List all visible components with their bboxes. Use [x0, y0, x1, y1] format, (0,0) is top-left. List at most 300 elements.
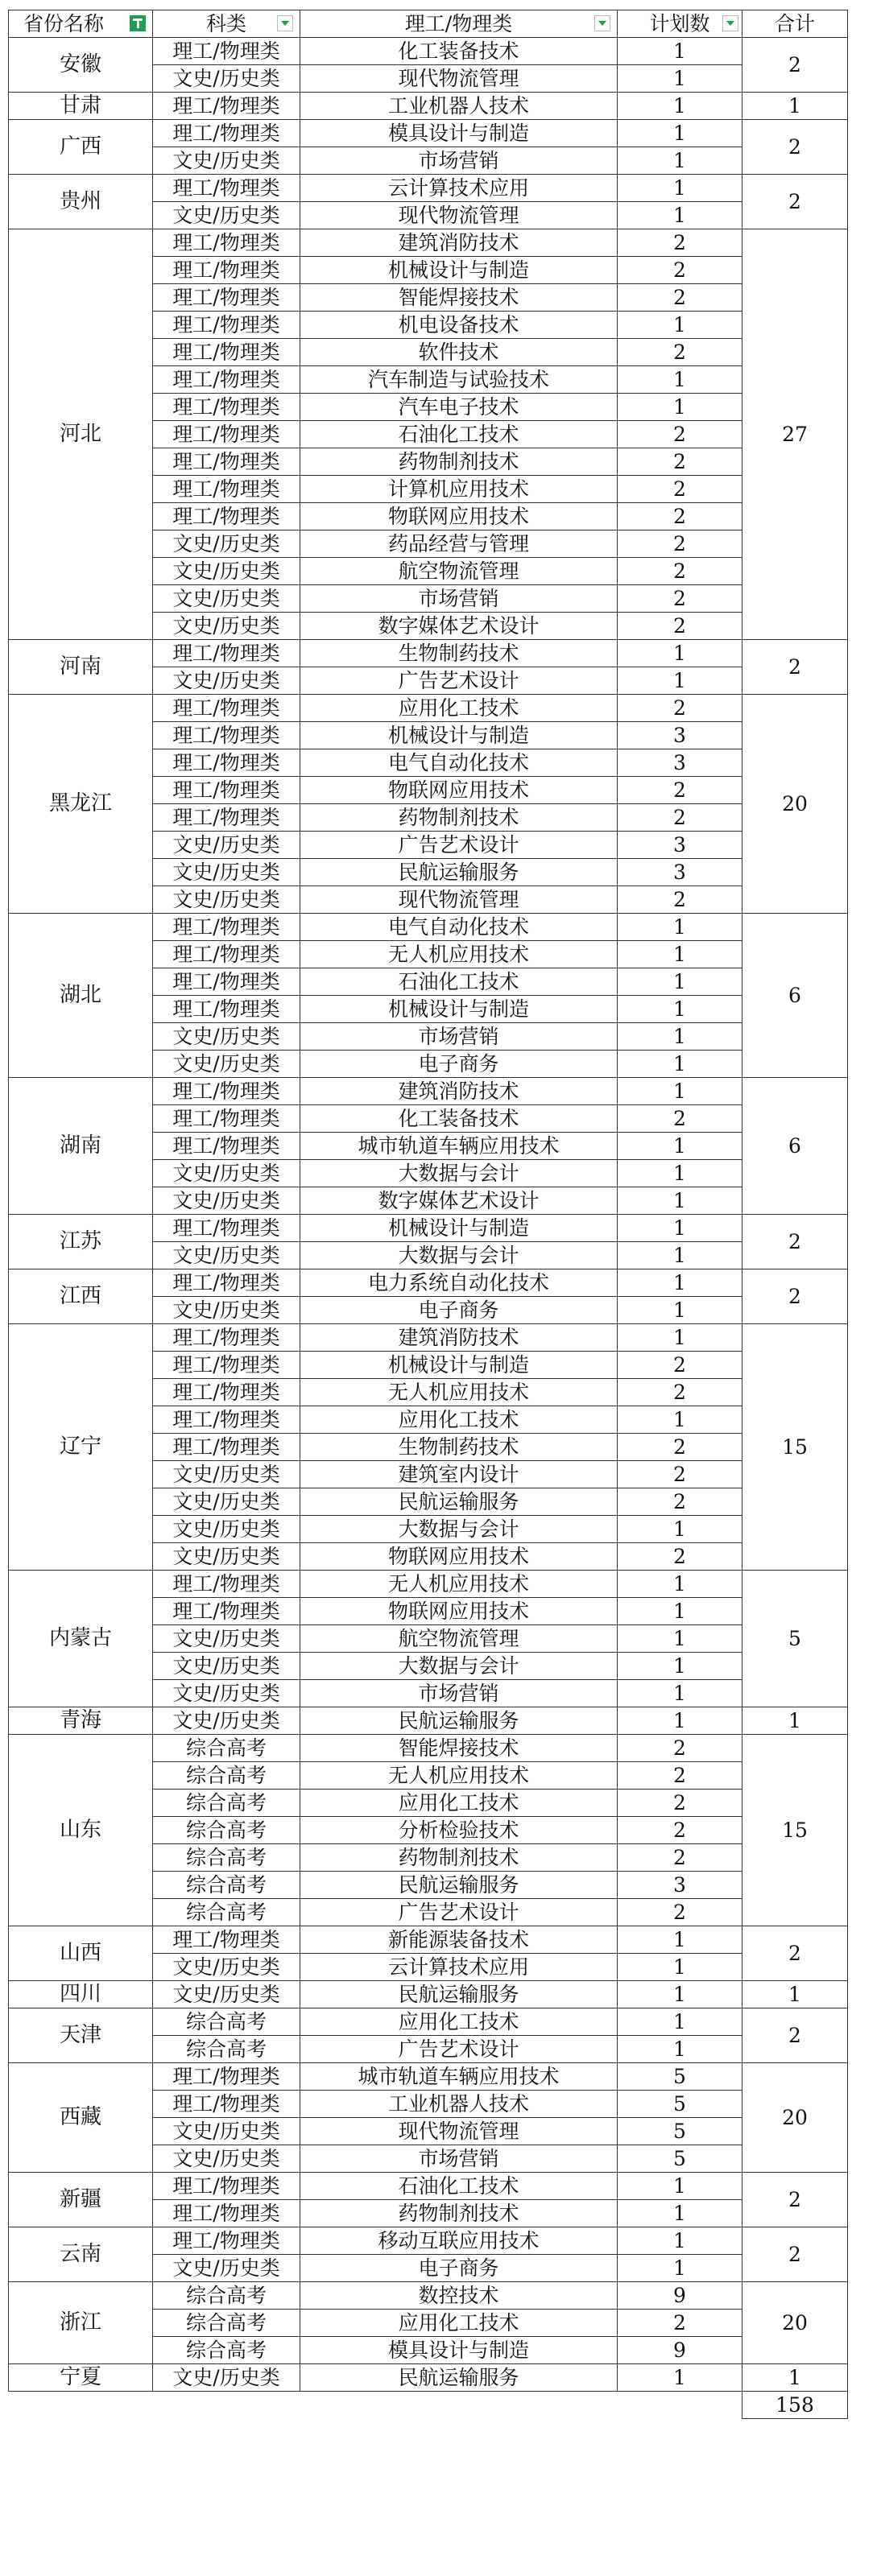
major-cell[interactable]: 药物制剂技术 [300, 2200, 618, 2227]
province-total-cell[interactable]: 2 [742, 2227, 848, 2282]
province-total-cell[interactable]: 20 [742, 2282, 848, 2364]
plan-count-cell[interactable]: 1 [618, 1023, 742, 1051]
plan-count-cell[interactable]: 1 [618, 2364, 742, 2392]
category-cell[interactable]: 理工/物理类 [153, 695, 300, 722]
plan-count-cell[interactable]: 1 [618, 1954, 742, 1981]
major-cell[interactable]: 应用化工技术 [300, 1406, 618, 1434]
province-cell[interactable]: 天津 [9, 2008, 153, 2063]
major-cell[interactable]: 石油化工技术 [300, 421, 618, 448]
major-cell[interactable]: 云计算技术应用 [300, 175, 618, 202]
plan-count-cell[interactable]: 2 [618, 2310, 742, 2337]
plan-count-cell[interactable]: 1 [618, 1981, 742, 2008]
plan-count-cell[interactable]: 3 [618, 1872, 742, 1899]
major-cell[interactable]: 分析检验技术 [300, 1817, 618, 1844]
category-cell[interactable]: 理工/物理类 [153, 1406, 300, 1434]
plan-count-cell[interactable]: 2 [618, 448, 742, 476]
major-cell[interactable]: 生物制药技术 [300, 640, 618, 667]
major-cell[interactable]: 城市轨道车辆应用技术 [300, 2063, 618, 2091]
plan-count-cell[interactable]: 1 [618, 175, 742, 202]
plan-count-cell[interactable]: 2 [618, 1352, 742, 1379]
province-cell[interactable]: 宁夏 [9, 2364, 153, 2392]
category-cell[interactable]: 文史/历史类 [153, 1516, 300, 1543]
plan-count-cell[interactable]: 1 [618, 366, 742, 394]
category-cell[interactable]: 理工/物理类 [153, 1133, 300, 1160]
province-cell[interactable]: 四川 [9, 1981, 153, 2008]
plan-count-cell[interactable]: 2 [618, 476, 742, 503]
category-cell[interactable]: 理工/物理类 [153, 1352, 300, 1379]
plan-count-cell[interactable]: 1 [618, 968, 742, 996]
category-cell[interactable]: 文史/历史类 [153, 1954, 300, 1981]
major-cell[interactable]: 建筑室内设计 [300, 1461, 618, 1488]
major-cell[interactable]: 工业机器人技术 [300, 2091, 618, 2118]
province-cell[interactable]: 江西 [9, 1269, 153, 1324]
major-cell[interactable]: 汽车电子技术 [300, 394, 618, 421]
province-total-cell[interactable]: 6 [742, 1078, 848, 1215]
major-cell[interactable]: 应用化工技术 [300, 695, 618, 722]
major-cell[interactable]: 无人机应用技术 [300, 941, 618, 968]
major-cell[interactable]: 数字媒体艺术设计 [300, 613, 618, 640]
plan-count-cell[interactable]: 1 [618, 941, 742, 968]
plan-count-cell[interactable]: 5 [618, 2118, 742, 2145]
major-cell[interactable]: 电子商务 [300, 1297, 618, 1324]
major-cell[interactable]: 移动互联应用技术 [300, 2227, 618, 2255]
province-total-cell[interactable]: 2 [742, 640, 848, 695]
plan-count-cell[interactable]: 2 [618, 777, 742, 804]
plan-count-cell[interactable]: 1 [618, 202, 742, 229]
major-cell[interactable]: 大数据与会计 [300, 1653, 618, 1680]
major-cell[interactable]: 广告艺术设计 [300, 2036, 618, 2063]
province-cell[interactable]: 新疆 [9, 2173, 153, 2227]
province-cell[interactable]: 青海 [9, 1707, 153, 1735]
major-cell[interactable]: 大数据与会计 [300, 1516, 618, 1543]
plan-count-cell[interactable]: 5 [618, 2063, 742, 2091]
plan-count-cell[interactable]: 1 [618, 1653, 742, 1680]
plan-count-cell[interactable]: 2 [618, 1488, 742, 1516]
plan-count-cell[interactable]: 1 [618, 1406, 742, 1434]
category-cell[interactable]: 文史/历史类 [153, 886, 300, 914]
category-cell[interactable]: 理工/物理类 [153, 1571, 300, 1598]
plan-count-cell[interactable]: 1 [618, 2200, 742, 2227]
category-cell[interactable]: 理工/物理类 [153, 1434, 300, 1461]
category-cell[interactable]: 文史/历史类 [153, 613, 300, 640]
plan-count-cell[interactable]: 2 [618, 1790, 742, 1817]
plan-count-cell[interactable]: 1 [618, 1242, 742, 1269]
category-cell[interactable]: 文史/历史类 [153, 585, 300, 613]
filter-dropdown-icon[interactable] [722, 15, 738, 31]
category-cell[interactable]: 理工/物理类 [153, 2091, 300, 2118]
major-cell[interactable]: 航空物流管理 [300, 1625, 618, 1653]
major-cell[interactable]: 数字媒体艺术设计 [300, 1187, 618, 1215]
major-cell[interactable]: 模具设计与制造 [300, 120, 618, 147]
plan-count-cell[interactable]: 1 [618, 1215, 742, 1242]
category-cell[interactable]: 综合高考 [153, 1762, 300, 1790]
header-province[interactable] [9, 10, 153, 38]
major-cell[interactable]: 智能焊接技术 [300, 284, 618, 312]
header-category[interactable] [153, 10, 300, 38]
filter-dropdown-icon[interactable] [277, 15, 293, 31]
category-cell[interactable]: 理工/物理类 [153, 2227, 300, 2255]
category-cell[interactable]: 文史/历史类 [153, 1051, 300, 1078]
major-cell[interactable]: 物联网应用技术 [300, 503, 618, 530]
province-total-cell[interactable]: 20 [742, 2063, 848, 2173]
major-cell[interactable]: 建筑消防技术 [300, 229, 618, 257]
plan-count-cell[interactable]: 1 [618, 394, 742, 421]
major-cell[interactable]: 市场营销 [300, 147, 618, 175]
major-cell[interactable]: 电子商务 [300, 2255, 618, 2282]
major-cell[interactable]: 民航运输服务 [300, 1488, 618, 1516]
category-cell[interactable]: 文史/历史类 [153, 2118, 300, 2145]
category-cell[interactable]: 综合高考 [153, 2008, 300, 2036]
plan-count-cell[interactable]: 1 [618, 1324, 742, 1352]
plan-count-cell[interactable]: 1 [618, 1269, 742, 1297]
plan-count-cell[interactable]: 1 [618, 1680, 742, 1707]
plan-count-cell[interactable]: 1 [618, 1625, 742, 1653]
plan-count-cell[interactable]: 2 [618, 1434, 742, 1461]
category-cell[interactable]: 理工/物理类 [153, 175, 300, 202]
plan-count-cell[interactable]: 3 [618, 832, 742, 859]
plan-count-cell[interactable]: 1 [618, 1187, 742, 1215]
category-cell[interactable]: 文史/历史类 [153, 147, 300, 175]
major-cell[interactable]: 建筑消防技术 [300, 1078, 618, 1105]
province-total-cell[interactable]: 1 [742, 1707, 848, 1735]
plan-count-cell[interactable]: 1 [618, 2036, 742, 2063]
major-cell[interactable]: 数控技术 [300, 2282, 618, 2310]
category-cell[interactable]: 综合高考 [153, 2282, 300, 2310]
province-cell[interactable]: 江苏 [9, 1215, 153, 1269]
major-cell[interactable]: 软件技术 [300, 339, 618, 366]
plan-count-cell[interactable]: 1 [618, 1051, 742, 1078]
plan-count-cell[interactable]: 1 [618, 312, 742, 339]
category-cell[interactable]: 文史/历史类 [153, 1543, 300, 1571]
plan-count-cell[interactable]: 1 [618, 120, 742, 147]
category-cell[interactable]: 综合高考 [153, 2036, 300, 2063]
plan-count-cell[interactable]: 2 [618, 886, 742, 914]
major-cell[interactable]: 航空物流管理 [300, 558, 618, 585]
category-cell[interactable]: 文史/历史类 [153, 667, 300, 695]
category-cell[interactable]: 理工/物理类 [153, 284, 300, 312]
category-cell[interactable]: 理工/物理类 [153, 312, 300, 339]
province-cell[interactable]: 山西 [9, 1926, 153, 1981]
category-cell[interactable]: 理工/物理类 [153, 2200, 300, 2227]
major-cell[interactable]: 民航运输服务 [300, 859, 618, 886]
province-total-cell[interactable]: 15 [742, 1324, 848, 1571]
major-cell[interactable]: 市场营销 [300, 2145, 618, 2173]
category-cell[interactable]: 理工/物理类 [153, 394, 300, 421]
category-cell[interactable]: 理工/物理类 [153, 968, 300, 996]
major-cell[interactable]: 药物制剂技术 [300, 448, 618, 476]
category-cell[interactable]: 文史/历史类 [153, 1187, 300, 1215]
plan-count-cell[interactable]: 2 [618, 695, 742, 722]
category-cell[interactable]: 文史/历史类 [153, 1680, 300, 1707]
major-cell[interactable]: 药物制剂技术 [300, 1844, 618, 1872]
province-total-cell[interactable]: 2 [742, 2173, 848, 2227]
plan-count-cell[interactable]: 2 [618, 1899, 742, 1926]
category-cell[interactable]: 综合高考 [153, 1872, 300, 1899]
category-cell[interactable]: 综合高考 [153, 1899, 300, 1926]
plan-count-cell[interactable]: 1 [618, 2255, 742, 2282]
major-cell[interactable]: 新能源装备技术 [300, 1926, 618, 1954]
plan-count-cell[interactable]: 1 [618, 1598, 742, 1625]
category-cell[interactable]: 综合高考 [153, 2310, 300, 2337]
plan-count-cell[interactable]: 2 [618, 1105, 742, 1133]
category-cell[interactable]: 文史/历史类 [153, 1488, 300, 1516]
plan-count-cell[interactable]: 1 [618, 914, 742, 941]
major-cell[interactable]: 机械设计与制造 [300, 1352, 618, 1379]
category-cell[interactable]: 理工/物理类 [153, 941, 300, 968]
plan-count-cell[interactable]: 2 [618, 585, 742, 613]
major-cell[interactable]: 工业机器人技术 [300, 93, 618, 120]
major-cell[interactable]: 现代物流管理 [300, 202, 618, 229]
province-cell[interactable]: 甘肃 [9, 93, 153, 120]
category-cell[interactable]: 理工/物理类 [153, 1598, 300, 1625]
plan-count-cell[interactable]: 2 [618, 613, 742, 640]
major-cell[interactable]: 电气自动化技术 [300, 749, 618, 777]
plan-count-cell[interactable]: 2 [618, 1461, 742, 1488]
province-total-cell[interactable]: 2 [742, 2008, 848, 2063]
category-cell[interactable]: 文史/历史类 [153, 1023, 300, 1051]
major-cell[interactable]: 民航运输服务 [300, 1872, 618, 1899]
category-cell[interactable]: 理工/物理类 [153, 93, 300, 120]
plan-count-cell[interactable]: 1 [618, 1133, 742, 1160]
major-cell[interactable]: 电力系统自动化技术 [300, 1269, 618, 1297]
category-cell[interactable]: 理工/物理类 [153, 749, 300, 777]
plan-count-cell[interactable]: 1 [618, 93, 742, 120]
category-cell[interactable]: 理工/物理类 [153, 2063, 300, 2091]
major-cell[interactable]: 广告艺术设计 [300, 1899, 618, 1926]
major-cell[interactable]: 民航运输服务 [300, 1981, 618, 2008]
major-cell[interactable]: 机电设备技术 [300, 312, 618, 339]
category-cell[interactable]: 理工/物理类 [153, 1379, 300, 1406]
category-cell[interactable]: 理工/物理类 [153, 257, 300, 284]
plan-count-cell[interactable]: 9 [618, 2282, 742, 2310]
plan-count-cell[interactable]: 1 [618, 2173, 742, 2200]
filter-dropdown-icon[interactable] [594, 15, 610, 31]
major-cell[interactable]: 现代物流管理 [300, 886, 618, 914]
plan-count-cell[interactable]: 3 [618, 722, 742, 749]
category-cell[interactable]: 综合高考 [153, 1844, 300, 1872]
major-cell[interactable]: 生物制药技术 [300, 1434, 618, 1461]
category-cell[interactable]: 理工/物理类 [153, 996, 300, 1023]
major-cell[interactable]: 民航运输服务 [300, 1707, 618, 1735]
plan-count-cell[interactable]: 1 [618, 996, 742, 1023]
major-cell[interactable]: 市场营销 [300, 1680, 618, 1707]
province-cell[interactable]: 广西 [9, 120, 153, 175]
category-cell[interactable]: 理工/物理类 [153, 448, 300, 476]
province-total-cell[interactable]: 2 [742, 1215, 848, 1269]
plan-count-cell[interactable]: 2 [618, 1844, 742, 1872]
category-cell[interactable]: 文史/历史类 [153, 202, 300, 229]
province-total-cell[interactable]: 2 [742, 120, 848, 175]
plan-count-cell[interactable]: 1 [618, 1516, 742, 1543]
category-cell[interactable]: 文史/历史类 [153, 1625, 300, 1653]
major-cell[interactable]: 机械设计与制造 [300, 1215, 618, 1242]
category-cell[interactable]: 综合高考 [153, 1817, 300, 1844]
province-cell[interactable]: 河北 [9, 229, 153, 640]
category-cell[interactable]: 理工/物理类 [153, 339, 300, 366]
major-cell[interactable]: 化工装备技术 [300, 38, 618, 65]
category-cell[interactable]: 文史/历史类 [153, 1461, 300, 1488]
category-cell[interactable]: 理工/物理类 [153, 38, 300, 65]
category-cell[interactable]: 文史/历史类 [153, 832, 300, 859]
major-cell[interactable]: 机械设计与制造 [300, 996, 618, 1023]
province-cell[interactable]: 内蒙古 [9, 1571, 153, 1707]
major-cell[interactable]: 现代物流管理 [300, 2118, 618, 2145]
province-cell[interactable]: 湖北 [9, 914, 153, 1078]
province-total-cell[interactable]: 2 [742, 1926, 848, 1981]
grand-total-cell[interactable]: 158 [742, 2392, 848, 2419]
major-cell[interactable]: 化工装备技术 [300, 1105, 618, 1133]
major-cell[interactable]: 物联网应用技术 [300, 777, 618, 804]
category-cell[interactable]: 理工/物理类 [153, 366, 300, 394]
plan-count-cell[interactable]: 2 [618, 1762, 742, 1790]
major-cell[interactable]: 无人机应用技术 [300, 1571, 618, 1598]
category-cell[interactable]: 文史/历史类 [153, 859, 300, 886]
plan-count-cell[interactable]: 1 [618, 38, 742, 65]
major-cell[interactable]: 机械设计与制造 [300, 257, 618, 284]
province-cell[interactable]: 贵州 [9, 175, 153, 229]
province-total-cell[interactable]: 2 [742, 38, 848, 93]
category-cell[interactable]: 文史/历史类 [153, 558, 300, 585]
major-cell[interactable]: 广告艺术设计 [300, 667, 618, 695]
plan-count-cell[interactable]: 2 [618, 257, 742, 284]
header-total[interactable] [742, 10, 848, 38]
plan-count-cell[interactable]: 3 [618, 749, 742, 777]
category-cell[interactable]: 文史/历史类 [153, 530, 300, 558]
category-cell[interactable]: 理工/物理类 [153, 1215, 300, 1242]
plan-count-cell[interactable]: 2 [618, 503, 742, 530]
major-cell[interactable]: 机械设计与制造 [300, 722, 618, 749]
filter-active-icon[interactable] [130, 15, 146, 31]
major-cell[interactable]: 城市轨道车辆应用技术 [300, 1133, 618, 1160]
plan-count-cell[interactable]: 1 [618, 2008, 742, 2036]
category-cell[interactable]: 文史/历史类 [153, 2364, 300, 2392]
category-cell[interactable]: 理工/物理类 [153, 1926, 300, 1954]
category-cell[interactable]: 理工/物理类 [153, 804, 300, 832]
category-cell[interactable]: 综合高考 [153, 1735, 300, 1762]
plan-count-cell[interactable]: 2 [618, 229, 742, 257]
plan-count-cell[interactable]: 2 [618, 1379, 742, 1406]
major-cell[interactable]: 应用化工技术 [300, 2008, 618, 2036]
province-total-cell[interactable]: 1 [742, 2364, 848, 2392]
major-cell[interactable]: 广告艺术设计 [300, 832, 618, 859]
category-cell[interactable]: 理工/物理类 [153, 421, 300, 448]
major-cell[interactable]: 无人机应用技术 [300, 1379, 618, 1406]
province-cell[interactable]: 安徽 [9, 38, 153, 93]
plan-count-cell[interactable]: 2 [618, 339, 742, 366]
plan-count-cell[interactable]: 3 [618, 859, 742, 886]
category-cell[interactable]: 理工/物理类 [153, 1269, 300, 1297]
category-cell[interactable]: 理工/物理类 [153, 1105, 300, 1133]
category-cell[interactable]: 理工/物理类 [153, 2173, 300, 2200]
category-cell[interactable]: 文史/历史类 [153, 1653, 300, 1680]
major-cell[interactable]: 物联网应用技术 [300, 1598, 618, 1625]
plan-count-cell[interactable]: 9 [618, 2337, 742, 2364]
major-cell[interactable]: 模具设计与制造 [300, 2337, 618, 2364]
province-total-cell[interactable]: 2 [742, 175, 848, 229]
category-cell[interactable]: 文史/历史类 [153, 1981, 300, 2008]
major-cell[interactable]: 民航运输服务 [300, 2364, 618, 2392]
major-cell[interactable]: 大数据与会计 [300, 1160, 618, 1187]
province-total-cell[interactable]: 2 [742, 1269, 848, 1324]
plan-count-cell[interactable]: 1 [618, 640, 742, 667]
plan-count-cell[interactable]: 1 [618, 1926, 742, 1954]
plan-count-cell[interactable]: 2 [618, 1735, 742, 1762]
province-cell[interactable]: 河南 [9, 640, 153, 695]
major-cell[interactable]: 市场营销 [300, 585, 618, 613]
category-cell[interactable]: 理工/物理类 [153, 503, 300, 530]
category-cell[interactable]: 文史/历史类 [153, 1707, 300, 1735]
plan-count-cell[interactable]: 2 [618, 421, 742, 448]
province-total-cell[interactable]: 5 [742, 1571, 848, 1707]
major-cell[interactable]: 计算机应用技术 [300, 476, 618, 503]
plan-count-cell[interactable]: 5 [618, 2091, 742, 2118]
category-cell[interactable]: 综合高考 [153, 2337, 300, 2364]
major-cell[interactable]: 石油化工技术 [300, 2173, 618, 2200]
category-cell[interactable]: 文史/历史类 [153, 1160, 300, 1187]
category-cell[interactable]: 理工/物理类 [153, 1078, 300, 1105]
province-cell[interactable]: 辽宁 [9, 1324, 153, 1571]
major-cell[interactable]: 建筑消防技术 [300, 1324, 618, 1352]
plan-count-cell[interactable]: 2 [618, 1543, 742, 1571]
province-cell[interactable]: 山东 [9, 1735, 153, 1926]
province-total-cell[interactable]: 1 [742, 1981, 848, 2008]
major-cell[interactable]: 智能焊接技术 [300, 1735, 618, 1762]
major-cell[interactable]: 现代物流管理 [300, 65, 618, 93]
category-cell[interactable]: 理工/物理类 [153, 640, 300, 667]
major-cell[interactable]: 药物制剂技术 [300, 804, 618, 832]
plan-count-cell[interactable]: 2 [618, 1817, 742, 1844]
plan-count-cell[interactable]: 1 [618, 1160, 742, 1187]
category-cell[interactable]: 理工/物理类 [153, 1324, 300, 1352]
major-cell[interactable]: 电气自动化技术 [300, 914, 618, 941]
plan-count-cell[interactable]: 5 [618, 2145, 742, 2173]
province-cell[interactable]: 西藏 [9, 2063, 153, 2173]
category-cell[interactable]: 文史/历史类 [153, 65, 300, 93]
plan-count-cell[interactable]: 1 [618, 1078, 742, 1105]
plan-count-cell[interactable]: 2 [618, 530, 742, 558]
major-cell[interactable]: 药品经营与管理 [300, 530, 618, 558]
major-cell[interactable]: 石油化工技术 [300, 968, 618, 996]
category-cell[interactable]: 综合高考 [153, 1790, 300, 1817]
province-cell[interactable]: 云南 [9, 2227, 153, 2282]
plan-count-cell[interactable]: 1 [618, 1297, 742, 1324]
category-cell[interactable]: 文史/历史类 [153, 2145, 300, 2173]
plan-count-cell[interactable]: 1 [618, 1707, 742, 1735]
province-total-cell[interactable]: 20 [742, 695, 848, 914]
province-cell[interactable]: 黑龙江 [9, 695, 153, 914]
province-total-cell[interactable]: 6 [742, 914, 848, 1078]
major-cell[interactable]: 无人机应用技术 [300, 1762, 618, 1790]
plan-count-cell[interactable]: 2 [618, 804, 742, 832]
plan-count-cell[interactable]: 2 [618, 558, 742, 585]
plan-count-cell[interactable]: 1 [618, 65, 742, 93]
category-cell[interactable]: 理工/物理类 [153, 120, 300, 147]
plan-count-cell[interactable]: 1 [618, 1571, 742, 1598]
plan-count-cell[interactable]: 1 [618, 147, 742, 175]
header-major[interactable] [300, 10, 618, 38]
category-cell[interactable]: 理工/物理类 [153, 777, 300, 804]
major-cell[interactable]: 电子商务 [300, 1051, 618, 1078]
province-total-cell[interactable]: 27 [742, 229, 848, 640]
category-cell[interactable]: 理工/物理类 [153, 229, 300, 257]
province-cell[interactable]: 湖南 [9, 1078, 153, 1215]
province-cell[interactable]: 浙江 [9, 2282, 153, 2364]
major-cell[interactable]: 大数据与会计 [300, 1242, 618, 1269]
header-plan-count[interactable] [618, 10, 742, 38]
major-cell[interactable]: 市场营销 [300, 1023, 618, 1051]
province-total-cell[interactable]: 15 [742, 1735, 848, 1926]
category-cell[interactable]: 理工/物理类 [153, 722, 300, 749]
